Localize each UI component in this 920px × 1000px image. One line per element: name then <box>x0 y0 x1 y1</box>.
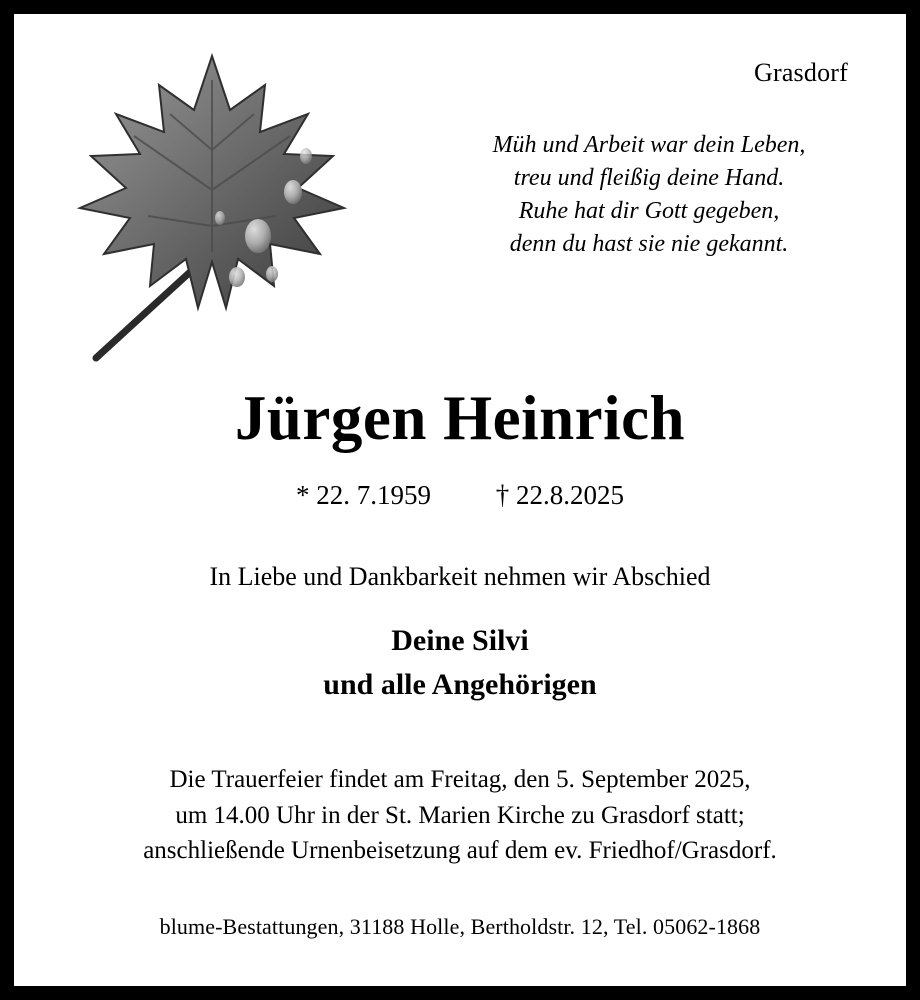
signers-block <box>14 619 906 707</box>
ceremony-line-2: um 14.00 Uhr in der St. Marien Kirche zu Grasdorf statt; <box>175 801 745 829</box>
verse-line-2: treu und fleißig deine Hand. <box>513 165 785 192</box>
ceremony-line-3: anschließende Urnenbeisetzung auf dem ev. Friedhof/Grasdorf. <box>143 837 777 864</box>
death-date: † 22.8.2025 <box>495 480 624 510</box>
life-dates <box>14 480 906 511</box>
signer-line-1: Deine Silvi <box>391 624 529 657</box>
verse-line-4: denn du hast sie nie gekannt. <box>509 231 789 258</box>
farewell-text: In Liebe und Dankbarkeit nehmen wir Abschied <box>209 562 711 591</box>
verse-line-3: Ruhe hat dir Gott gegeben, <box>518 198 780 225</box>
verse-line-1: Müh und Arbeit war dein Leben, <box>492 132 806 158</box>
funeral-home-footer: blume-Bestattungen, 31188 Holle, Bertholdstr. 12, Tel. 05062-1868 <box>159 914 761 939</box>
ceremony-details <box>14 762 906 869</box>
memorial-verse <box>434 129 864 261</box>
maple-leaf-icon <box>62 40 362 370</box>
place-name: Grasdorf <box>753 58 848 87</box>
ceremony-line-1: Die Trauerfeier findet am Freitag, den 5. September 2025, <box>169 766 751 793</box>
signer-line-2: und alle Angehörigen <box>323 668 597 702</box>
birth-date: * 22. 7.1959 <box>296 480 431 510</box>
deceased-name: Jürgen Heinrich <box>234 383 686 453</box>
notice-inner-frame <box>14 14 906 986</box>
